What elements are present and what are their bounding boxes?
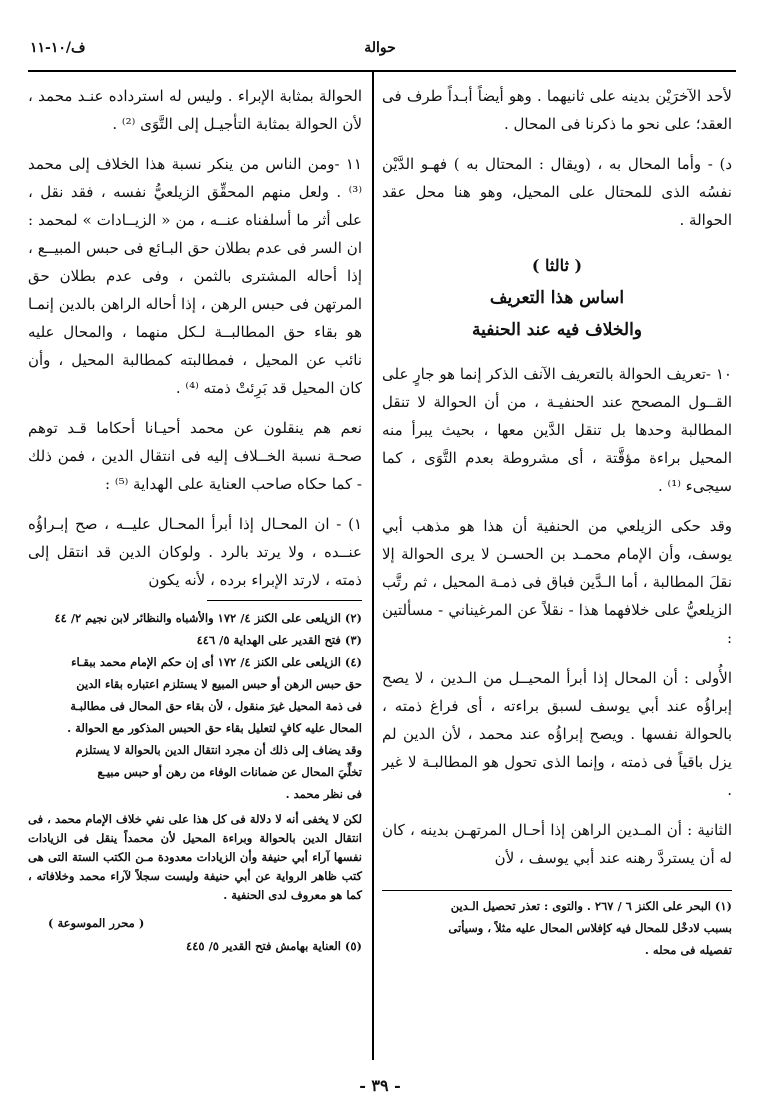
footnote-line: حق حبس الرهن أو حبس المبيع لا يستلزم اعتباره بقاء الدين [76, 677, 362, 691]
header-rule [28, 70, 736, 72]
footnote-line: المحال عليه كافٍ لتعليل بقاء حق الحبس المذكور مع الحوالة . [67, 721, 362, 735]
paragraph: د) - وأما المحال به ، (ويقال : المحتال به ) فهـو الدَّيْن نفسُه الذى للمحتال على المحيل، وهو هنا محل عقد الحوالة . [382, 155, 732, 229]
paragraph: ١٠ -تعريف الحوالة بالتعريف الآنف الذكر إنما هو جارٍ على القــول المصحح عند الحنفيـة ، من أن الحوالة لا تنقل المطالبة وحدها بل تنقل الدَّين معها ، بحيث يبرأ منه المحيل براءة مؤقَّتة ، أى مشروطة بعدم التَّوَى ، كما سيجىء ⁽¹⁾ . [382, 365, 732, 495]
paragraph: الثانية : أن المـدين الراهن إذا أحـال المرتهـن بدينه ، كان له أن يستردَّ رهنه عند أبي يوسف ، لأن [382, 821, 732, 867]
page-number: - ٣٩ - [359, 1076, 401, 1095]
footnote-line: تفصيله فى محله . [644, 943, 732, 957]
paragraph: ١) - ان المحـال إذا أبرأ المحـال عليــه ، صح إبـراؤُه عنــده ، ولا يرتد بالرد . ولوكان الدين قد انتقل إلى ذمته ، لارتد الإبراء برده ، لأنه يكون [28, 515, 362, 589]
footnote: (٢) الزيلعى على الكنز ٤/ ١٧٢ والأشباه والنظائر لابن نجيم ٢/ ٤٤ [54, 611, 362, 625]
running-title: حوالة [364, 40, 396, 56]
footnote-line: وقد يضاف إلى ذلك أن مجرد انتقال الدين بالحوالة لا يستلزم [75, 743, 362, 757]
editor-signature: ( محرر الموسوعة ) [48, 916, 145, 930]
footnote-line: فى نظر محمد . [285, 787, 362, 801]
section-heading [382, 250, 732, 346]
footnote: (١) البحر على الكنز ٦ / ٢٦٧ . والتوى : تعذر تحصيل الـدين [450, 899, 732, 913]
footnote-line: بسبب لادخْل للمحال فيه كإفلاس المحال عليه مثلاً ، وسيأتى [448, 921, 732, 935]
paragraph: وقد حكى الزيلعي من الحنفية أن هذا هو مذهب أبي يوسف، وأن الإمام محمـد بن الحسـن لا يرى الحوالة إلا نقلَ المطالبة ، أما الـدَّين فباق فى ذمـة المحيل ، ثم رتَّب الزيلعيُّ على خلافهما هذا - نقلاً عن المرغيناني - مسألتين : [382, 517, 732, 647]
page-header [20, 40, 740, 68]
footnote: (٥) العناية بهامش فتح القدير ٥/ ٤٤٥ [186, 939, 362, 953]
footnotes-right [382, 890, 732, 960]
paragraph: ١١ -ومن الناس من ينكر نسبة هذا الخلاف إلى محمد ⁽³⁾ . ولعل منهم المحقِّق الزيلعيُّ نفسه ، فقد نقل ، على أثر ما أسلفناه عنــه ، من « الزيــادات » لمحمد : ان السر فى عدم بطلان حق البـائع فى حبس المبيــع ، إذا أحاله المشترى بالثمن ، وفى عدم بطلان حق المرتهن فى حبس الرهن ، إذا أحاله الراهن بالدين إنمـا هو بقاء حق المطالبــة لـكل منهما ، والمحال عليه نائب عن المحيل ، فمطالبته كمطالبة المحيل ، وأن كان المحيل قد بَرِئتْ ذمته ⁽⁴⁾ . [28, 155, 362, 397]
heading-line: ( ثالثا ) [531, 256, 583, 275]
heading-line: اساس هذا التعريف [489, 288, 625, 308]
paragraph: لأحد الآخرَيْن بدينه على ثانيهما . وهو أيضاً أبـداً طرف فى العقد؛ على نحو ما ذكرنا فى المحال . [382, 87, 732, 133]
left-column [28, 82, 362, 959]
heading-line: والخلاف فيه عند الحنفية [471, 320, 643, 340]
paragraph: الحوالة بمثابة الإبراء . وليس له استرداده عنـد محمد ، لأن الحوالة بمثابة التأجيـل إلى التَّوَى ⁽²⁾ . [28, 87, 362, 133]
footnote-line: تخلِّيَ المحال عن ضمانات الوفاء من رهن أو حبس مبيـع [97, 765, 362, 779]
column-divider [372, 72, 374, 1060]
footnote: (٣) فتح القدير على الهداية ٥/ ٤٤٦ [196, 633, 362, 647]
paragraph-range: ف/١٠-١١ [30, 40, 86, 56]
right-column [382, 82, 732, 963]
footnote-separator [207, 600, 362, 601]
paragraph: نعم هم ينقلون عن محمد أحيـانا أحكاما قـد توهم صحـة نسبة الخــلاف إليه فى انتقال الدين ، فمن ذلك - كما حكاه صاحب العناية على الهداية ⁽⁵⁾ : [28, 419, 362, 493]
paragraph: الأُولى : أن المحال إذا أبرأ المحيــل من الـدين ، لا يصح إبراؤُه عند أبي يوسف لسبق براءته ، أى فراغ ذمته ، بالحوالة نفسها . ويصح إبراؤُه عند محمد ، لأن الدين لم يزل باقياً فى ذمته ، وإنما الذى تحول هو المطالبـة لا غير . [382, 669, 732, 799]
footnote-line: فى ذمة المحيل غيرَ منقول ، لأن بقاء حق المحال فى مطالبـة [70, 699, 362, 713]
footnote: (٤) الزيلعى على الكنز ٤/ ١٧٢ أى إن حكم الإمام محمد ببقـاء [71, 655, 362, 669]
footnote-commentary: لكن لا يخفى أنه لا دلالة فى كل هذا على نفي خلاف الإمام محمد ، فى انتقال الدين بالحوالة وبراءة المحيل لأن محمداً ينقل فى الزيادات نفسها آراء أبي حنيفة وأن الزيادات معدودة مـن الكتب الستة التى هى كتب ظاهر الرواية عن أبي حنيفة وليست سجلاً لآراء محمد وخلافاته ، كما هو معروف لدى الحنفية . [28, 812, 362, 902]
